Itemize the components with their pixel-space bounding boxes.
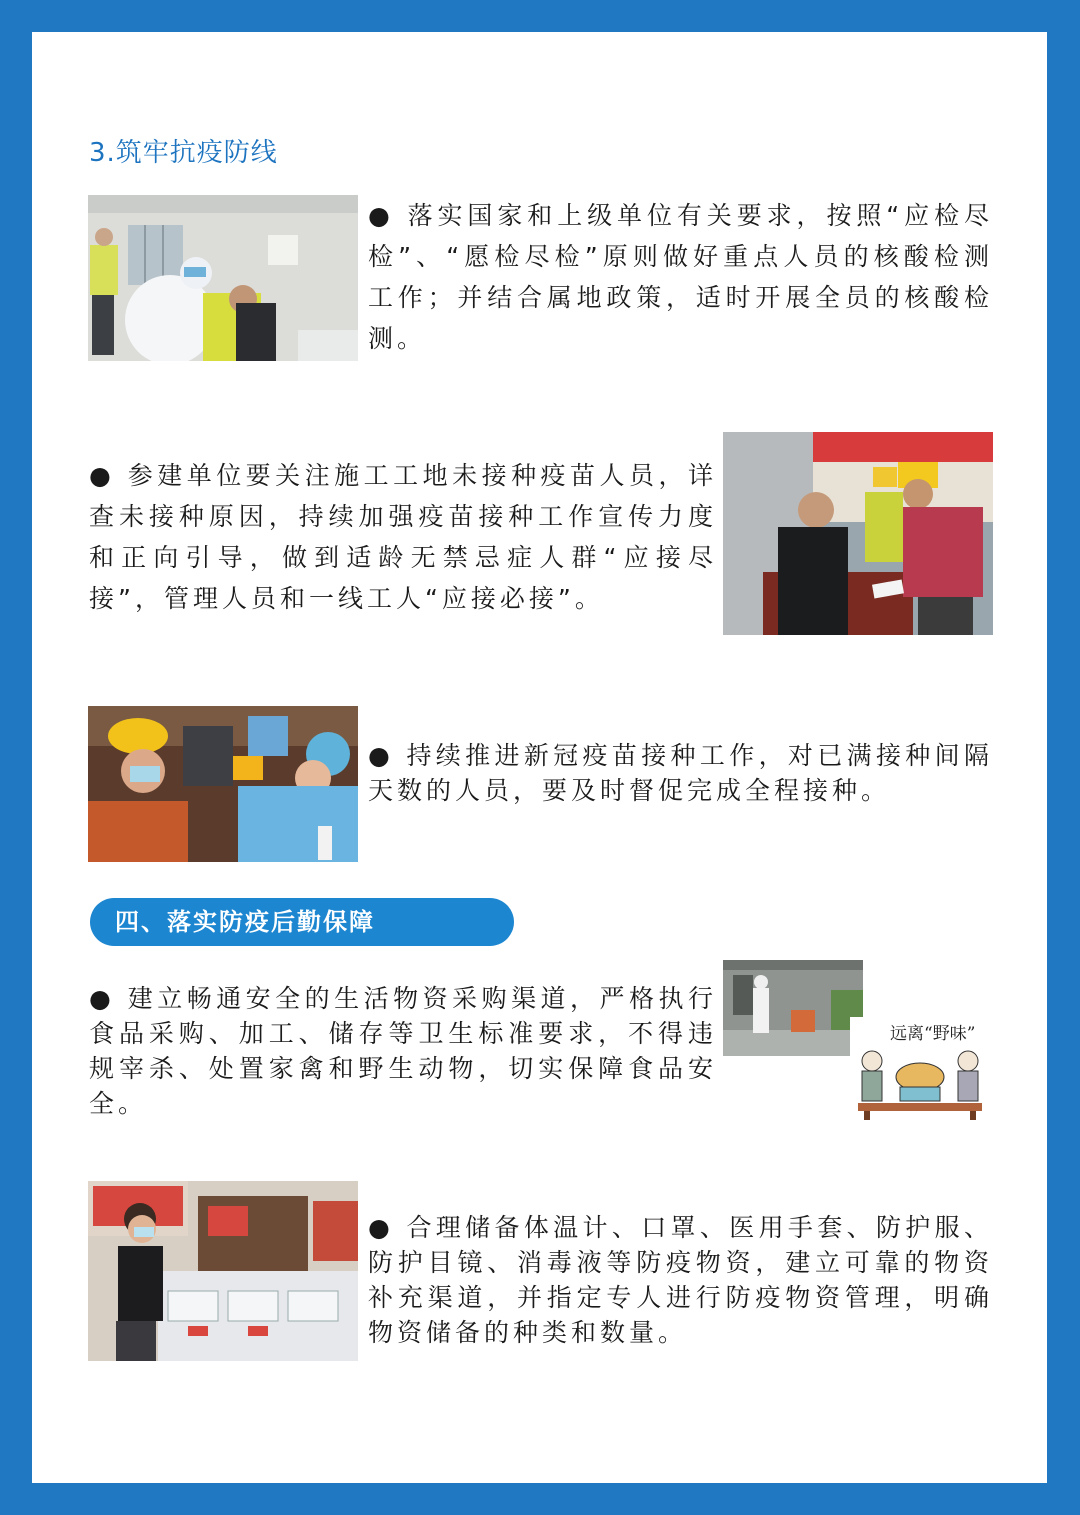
paragraph-testing: ● 落实国家和上级单位有关要求，按照“应检尽检”、“愿检尽检”原则做好重点人员的核酸检测工作；并结合属地政策，适时开展全员的核酸检测。 — [368, 201, 993, 353]
photo-supply-storage — [88, 1181, 358, 1361]
cartoon-illustration — [850, 1017, 990, 1120]
paragraph-vaccination-promotion: ● 参建单位要关注施工工地未接种疫苗人员，详查未接种原因，持续加强疫苗接种工作宣传力度和正向引导，做到适龄无禁忌症人群“应接尽接”，管理人员和一线工人“应接必接”。 — [89, 461, 717, 613]
section-subtitle: 3.筑牢抗疫防线 — [89, 138, 278, 168]
photo-disinfection — [723, 960, 863, 1056]
paragraph-supply-reserve: ● 合理储备体温计、口罩、医用手套、防护服、防护目镜、消毒液等防疫物资，建立可靠的物资补充渠道，并指定专人进行防疫物资管理，明确物资储备的种类和数量。 — [368, 1213, 993, 1347]
photo-vaccination — [88, 706, 358, 862]
document-page — [32, 32, 1047, 1483]
photo-nucleic-acid-testing — [88, 195, 358, 361]
photo-vaccine-registration — [723, 432, 993, 635]
section-heading-logistics: 四、落实防疫后勤保障 — [90, 898, 514, 946]
paragraph-food-safety: ● 建立畅通安全的生活物资采购渠道，严格执行食品采购、加工、储存等卫生标准要求，不得违规宰杀、处置家禽和野生动物，切实保障食品安全。 — [89, 984, 717, 1118]
paragraph-vaccination-followup: ● 持续推进新冠疫苗接种工作，对已满接种间隔天数的人员，要及时督促完成全程接种。 — [368, 741, 993, 805]
cartoon-caption: 远离“野味” — [890, 1024, 976, 1044]
